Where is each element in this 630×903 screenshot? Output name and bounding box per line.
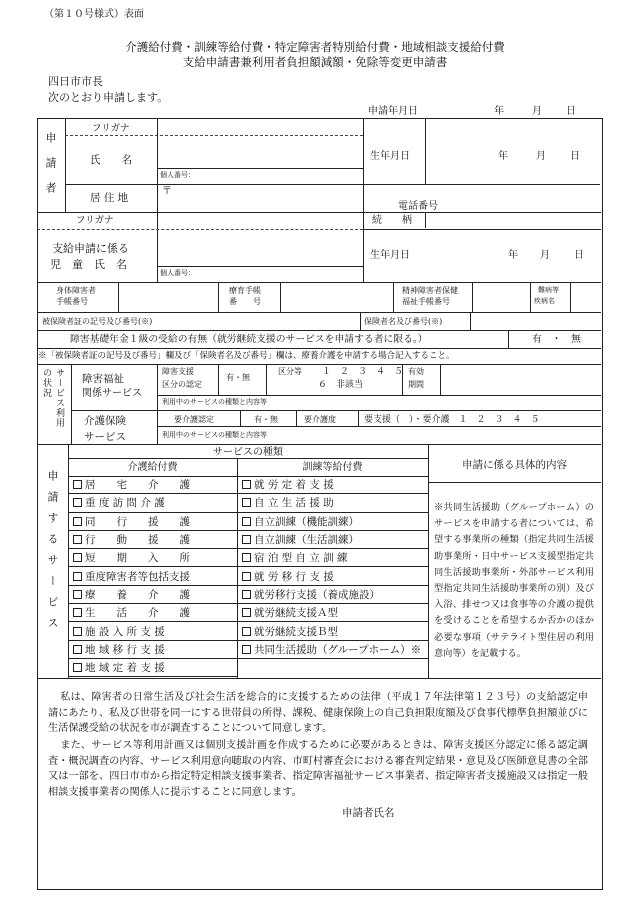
- applicant-name-input[interactable]: [158, 136, 362, 166]
- apply-year: 年: [494, 106, 504, 117]
- checkbox[interactable]: [73, 535, 82, 544]
- service-label: 施 設 入 所 支 援: [85, 625, 165, 638]
- service-label: 行 動 援 護: [85, 534, 190, 547]
- service-label: 居 宅 介 護: [85, 479, 190, 492]
- child-personal-number-label: 個人番号：: [160, 269, 195, 277]
- addressee: 四日市市長: [48, 75, 103, 88]
- checkbox[interactable]: [73, 517, 82, 526]
- training-service-row[interactable]: [237, 604, 428, 622]
- checkbox[interactable]: [242, 535, 251, 544]
- service-label: 自 立 生 活 援 助: [254, 497, 334, 510]
- ryoiku-handbook-label-2: 番 号: [229, 297, 261, 306]
- checkbox[interactable]: [73, 572, 82, 581]
- service-label: 自立訓練（生活訓練）: [254, 534, 359, 547]
- training-service-row[interactable]: [237, 586, 428, 604]
- training-service-row[interactable]: [237, 494, 428, 512]
- care-service-list: [68, 476, 237, 677]
- checkbox[interactable]: [73, 608, 82, 617]
- service-label: 短 期 入 所: [85, 552, 190, 565]
- intro-text: 次のとおり申請します。: [48, 91, 169, 104]
- child-name-input[interactable]: [158, 230, 362, 264]
- valid-label-2: 期間: [408, 380, 424, 389]
- service-label: 就労移行支援（養成施設）: [254, 588, 380, 601]
- apply-day: 日: [566, 106, 576, 117]
- checkbox[interactable]: [73, 480, 82, 489]
- kubun-numbers[interactable]: １ ２ ３ ４ ５: [322, 367, 404, 377]
- service-label: 共同生活援助（グループホーム）※: [254, 643, 422, 656]
- checkbox[interactable]: [242, 590, 251, 599]
- service-label: 地 域 移 行 支 援: [85, 643, 165, 656]
- child-birth-day: 日: [574, 250, 584, 261]
- insurer-input[interactable]: [471, 313, 599, 329]
- physical-handbook-label-1: 身体障害者: [56, 286, 96, 295]
- checkbox[interactable]: [242, 553, 251, 562]
- child-birth-year: 年: [508, 250, 518, 261]
- service-label: 重 度 訪 問 介 護: [85, 497, 165, 510]
- care-service-row[interactable]: [68, 659, 237, 677]
- form-title-line1: 介護給付費・訓練等給付費・特定障害者特別給付費・地域相談支援給付費: [125, 40, 505, 54]
- usage-side-label: サービス利用の状況: [41, 368, 64, 428]
- training-service-row[interactable]: [237, 622, 428, 640]
- care-service-row[interactable]: [68, 604, 237, 622]
- signature-input[interactable]: [402, 804, 592, 822]
- form-title-line2: 支給申請書兼利用者負担額減額・免除等変更申請書: [182, 55, 448, 69]
- care-benefits-header: 介護給付費: [127, 462, 178, 473]
- child-personal-number-input[interactable]: [200, 267, 362, 281]
- support-cert-label-2: 区分の認定: [162, 380, 202, 389]
- service-label: 就労継続支援Ａ型: [254, 607, 338, 620]
- applicant-name-label: 氏 名: [90, 154, 132, 166]
- apply-month: 月: [532, 106, 542, 117]
- care-levels[interactable]: 要支援（ ）・要介護 １ ２ ３ ４ ５: [364, 415, 540, 425]
- ryoiku-handbook-input[interactable]: [281, 283, 392, 311]
- applicant-birth-label: 生年月日: [370, 151, 410, 162]
- care-service-row[interactable]: [68, 549, 237, 567]
- postal-mark: 〒: [162, 186, 172, 197]
- valid-period-input[interactable]: [441, 365, 599, 394]
- checkbox[interactable]: [242, 517, 251, 526]
- checkbox[interactable]: [73, 590, 82, 599]
- checkbox[interactable]: [242, 645, 251, 654]
- checkbox[interactable]: [242, 572, 251, 581]
- applicant-address-label: 居 住 地: [90, 192, 129, 204]
- mental-handbook-label-2: 福祉手帳番号: [402, 297, 450, 306]
- checkbox[interactable]: [73, 553, 82, 562]
- pension-yes-no[interactable]: 有 ・ 無: [532, 334, 581, 345]
- checkbox[interactable]: [73, 663, 82, 672]
- child-relation-label: 続 柄: [372, 215, 412, 226]
- service-label: 就労継続支援Ｂ型: [254, 625, 338, 638]
- child-label-2: 児 童 氏 名: [50, 258, 127, 271]
- applicant-address-input[interactable]: [158, 185, 598, 211]
- child-relation-input[interactable]: [426, 213, 598, 228]
- ryoiku-handbook-label-1: 療育手帳: [229, 286, 261, 295]
- service-types-header: サービスの種類: [213, 447, 283, 458]
- care-cert-umu[interactable]: 有・無: [254, 415, 278, 424]
- care-service-row[interactable]: [68, 513, 237, 531]
- checkbox[interactable]: [242, 498, 251, 507]
- training-service-row[interactable]: [237, 531, 428, 549]
- training-service-row[interactable]: [237, 641, 428, 659]
- training-service-row[interactable]: [237, 549, 428, 567]
- child-birth-label: 生年月日: [370, 250, 410, 261]
- service-label: 同 行 援 護: [85, 515, 190, 528]
- pension-label: 障害基礎年金１級の受給の有無（就労継続支援のサービスを申請する者に限る。）: [70, 334, 428, 345]
- care-service-row[interactable]: [68, 586, 237, 604]
- kubun-row2[interactable]: ６ 非該当: [318, 380, 364, 390]
- insurance-symbol-input[interactable]: [170, 313, 358, 329]
- welfare-label-1: 障害福祉: [82, 373, 124, 385]
- service-label: 自立訓練（機能訓練）: [254, 515, 359, 528]
- checkbox[interactable]: [242, 627, 251, 636]
- training-service-list: [237, 476, 428, 659]
- service-label: 療 養 介 護: [85, 588, 190, 601]
- care-label-2: サービス: [84, 431, 126, 443]
- care-service-row[interactable]: [68, 641, 237, 659]
- applicant-phone-label: 電話番号: [398, 201, 438, 212]
- checkbox[interactable]: [73, 498, 82, 507]
- care-level-label: 要介護度: [304, 415, 336, 424]
- physical-handbook-input[interactable]: [119, 283, 217, 311]
- physical-handbook-label-2: 手帳番号: [56, 297, 88, 306]
- valid-label-1: 有効: [408, 367, 424, 376]
- checkbox[interactable]: [73, 645, 82, 654]
- insurance-symbol-label: 被保険者証の記号及び番号(※): [42, 317, 153, 326]
- mental-handbook-label-1: 精神障害者保健: [402, 286, 458, 295]
- support-cert-umu[interactable]: 有・無: [226, 373, 250, 382]
- training-service-row[interactable]: [237, 513, 428, 531]
- checkbox[interactable]: [73, 627, 82, 636]
- insurance-note: ※「被保険者証の記号及び番号」欄及び「保険者名及び番号」欄は、療養介護を申請する場合記入すること。: [38, 351, 455, 361]
- disease-input[interactable]: [571, 283, 600, 311]
- disease-label-2: 疾病名: [534, 297, 555, 305]
- training-service-row[interactable]: [237, 476, 428, 494]
- care-cert-label: 要介護認定: [174, 415, 214, 424]
- details-header: 申請に係る具体的内容: [462, 459, 567, 471]
- services-side-label: 申請するサービス: [46, 470, 59, 638]
- care-label-1: 介護保険: [84, 415, 126, 427]
- service-label: 地 域 定 着 支 援: [85, 662, 165, 675]
- care-service-row[interactable]: [68, 567, 237, 585]
- welfare-label-2: 関係サービス: [82, 388, 142, 399]
- kubun-label: 区分等: [278, 367, 302, 376]
- insurer-label: 保険者名及び番号(※): [364, 317, 443, 326]
- care-service-row[interactable]: [68, 622, 237, 640]
- consent-paragraph-1: 私は、障害者の日常生活及び社会生活を総合的に支援するための法律（平成１７年法律第１２３号）の支給認定申請にあたり、私及び世帯を同一にする世帯員の所得、課税、健康保険上の自己負担限度額及び食事代標準負担額並びに生活保護受給の状況を市が調査することについて同意します。: [48, 692, 588, 734]
- child-furigana-label: フリガナ: [76, 215, 114, 226]
- service-label: 重度障害者等包括支援: [85, 570, 190, 583]
- applicant-personal-number-input[interactable]: [200, 169, 362, 183]
- applicant-birth-year: 年: [498, 151, 508, 162]
- mental-handbook-input[interactable]: [473, 283, 529, 311]
- care-service-row[interactable]: [68, 476, 237, 494]
- applicant-personal-number-label: 個人番号：: [160, 171, 195, 179]
- care-service-row[interactable]: [68, 531, 237, 549]
- applicant-side-label: 申請者: [44, 132, 57, 207]
- service-label: 生 活 介 護: [85, 607, 190, 620]
- training-benefits-header: 訓練等給付費: [302, 462, 363, 473]
- applicant-birth-month: 月: [536, 151, 546, 162]
- care-service-row[interactable]: [68, 494, 237, 512]
- checkbox[interactable]: [242, 480, 251, 489]
- form-number: （第１０号様式）表面: [44, 9, 144, 20]
- training-service-row[interactable]: [237, 567, 428, 585]
- care-in-use-label: 利用中のサービスの種類と内容等: [162, 431, 267, 439]
- service-label: 宿 泊 型 自 立 訓 練: [254, 552, 348, 565]
- applicant-birth-day: 日: [570, 151, 580, 162]
- disease-label-1: 難病等: [538, 286, 559, 294]
- applicant-furigana-label: フリガナ: [92, 123, 130, 134]
- signature-label: 申請者氏名: [342, 807, 395, 819]
- welfare-in-use-label: 利用中のサービスの種類と内容等: [162, 398, 267, 406]
- child-label-1: 支給申請に係る: [52, 242, 129, 255]
- support-cert-label-1: 障害支援: [162, 367, 194, 376]
- consent-paragraph-2: また、サービス等利用計画又は個別支援計画を作成するために必要があるときは、障害支援区分認定に係る認定調査・概況調査の内容、サービス利用意向聴取の内容、市町村審査会における審査判定結果・意見及び医師意見書の全部又は一部を、四日市市から指定特定相談支援事業者、指定障害福祉サービス事業者、指定障害者支援施設又は指定一般相談支援事業者の関係人に提示することに同意します。: [48, 740, 588, 798]
- child-birth-month: 月: [540, 250, 550, 261]
- details-note: ※共同生活援助（グループホーム）のサービスを申請する者については、希望する事業所の種類（指定共同生活援助事業所・日中サービス支援型指定共同生活援助事業所・外部サービス利用型指定共同生活援助事業所の別）及び入浴、排せつ又は食事等の介護の提供を受けることを希望するか否かのほか必要な事項（サテライト型住居の利用意向等）を記載する。: [434, 502, 594, 659]
- checkbox[interactable]: [242, 608, 251, 617]
- service-label: 就 労 移 行 支 援: [254, 570, 334, 583]
- service-label: 就 労 定 着 支 援: [254, 479, 334, 492]
- apply-date-label: 申請年月日: [368, 106, 418, 117]
